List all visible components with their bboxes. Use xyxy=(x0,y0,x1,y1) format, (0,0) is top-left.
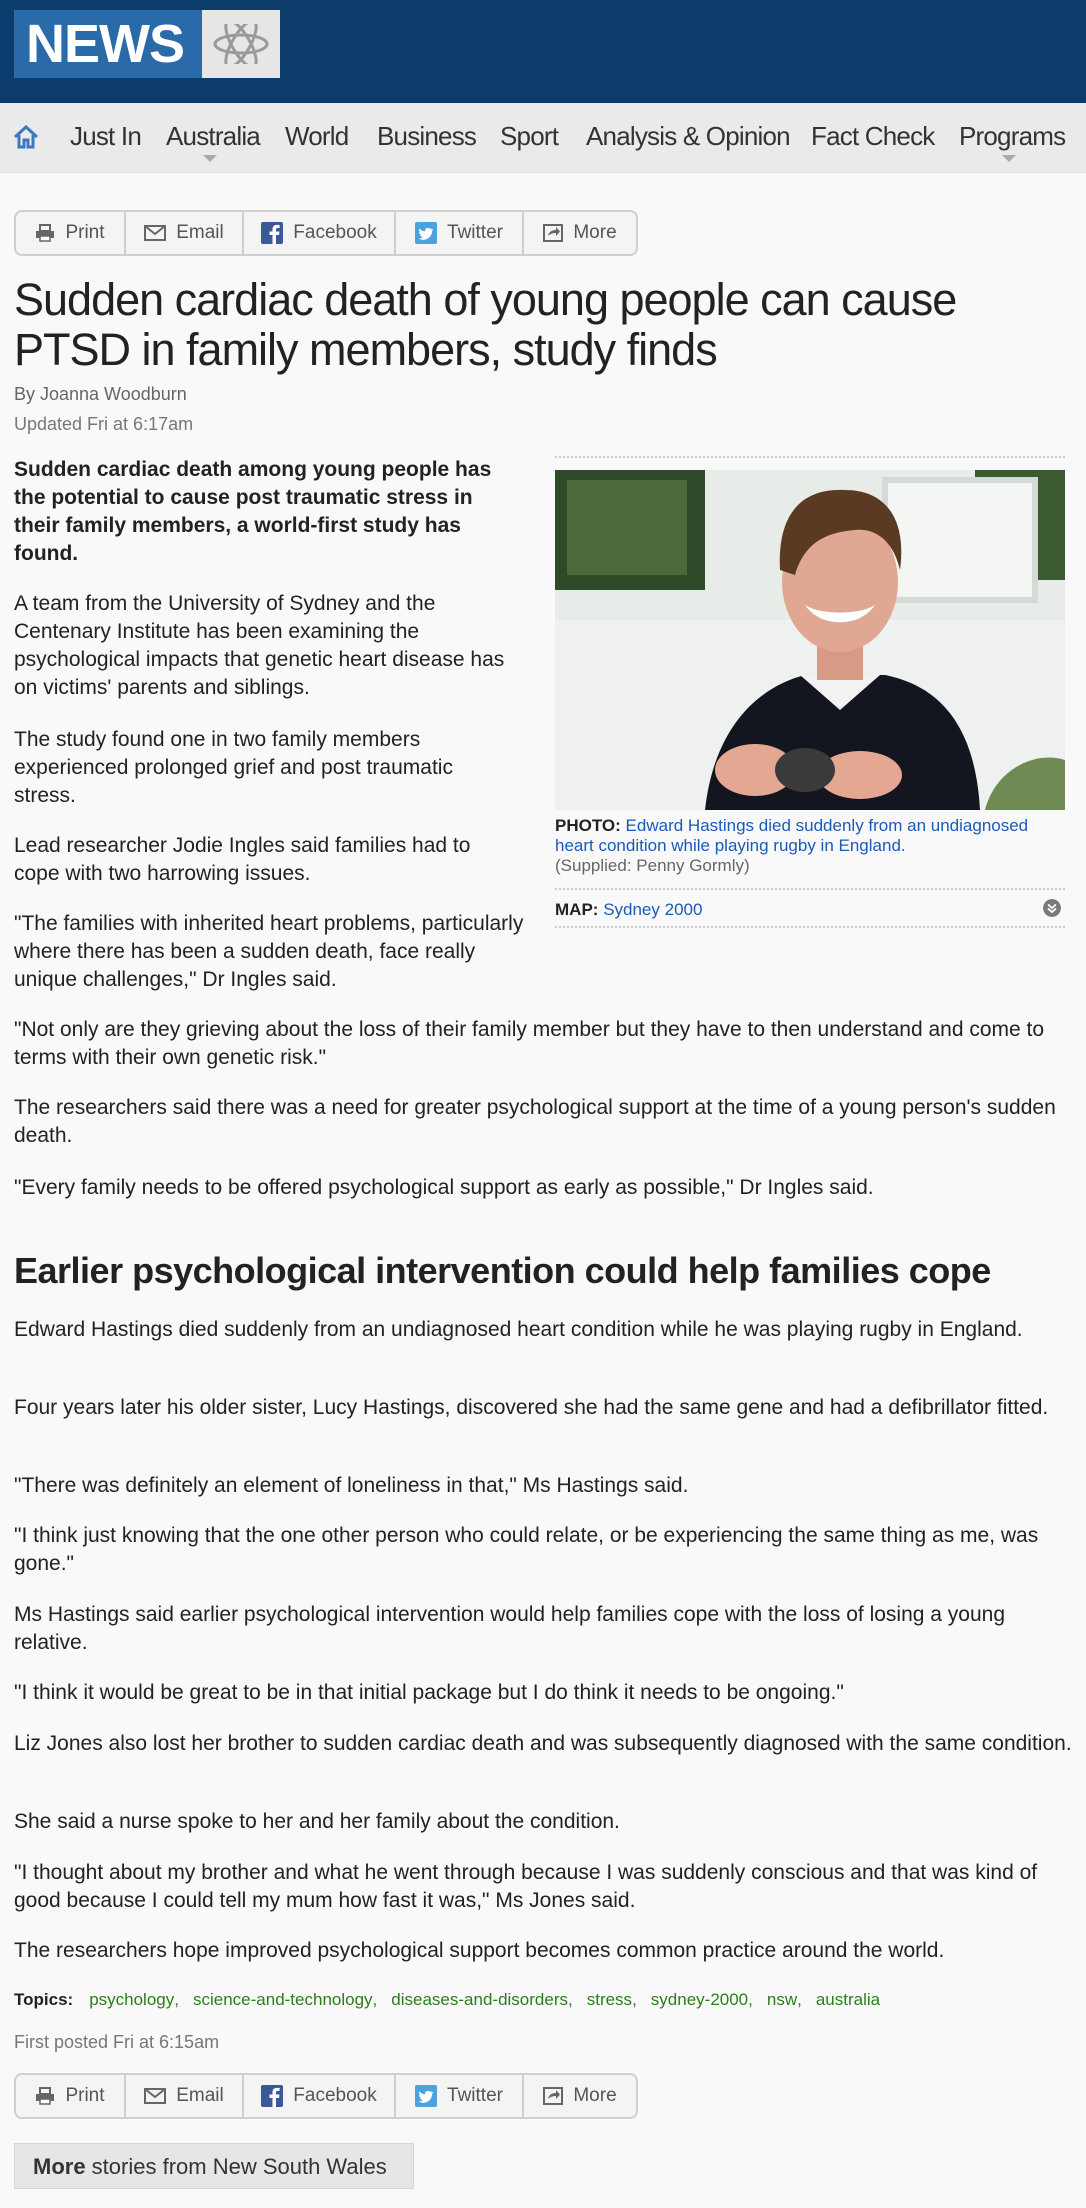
article-paragraph: Liz Jones also lost her brother to sudden cardiac death and was subsequently diagnosed with the same condition. xyxy=(14,1732,1072,1755)
print-icon xyxy=(35,2087,55,2105)
topics-list: Topics: psychology , science-and-technology , diseases-and-disorders , stress , sydney-2000 , nsw , australia xyxy=(14,1990,881,2009)
main-nav xyxy=(0,103,1086,173)
print-button[interactable] xyxy=(16,212,126,254)
article-quote: "Not only are they grieving about the loss of their family member but they have to then understand and come to terms with their own genetic risk." xyxy=(14,1018,1045,1069)
twitter-icon xyxy=(415,2085,437,2107)
article-paragraph: Lead researcher Jodie Ingles said families had to cope with two harrowing issues. xyxy=(14,834,471,885)
updated-timestamp: Updated Fri at 6:17am xyxy=(14,414,194,434)
photo-caption-link[interactable]: Edward Hastings died suddenly from an undiagnosed heart condition while playing rugby in England. xyxy=(555,816,1029,855)
article-quote: "I thought about my brother and what he went through because I was suddenly conscious and that was kind of good because I could tell my mum how fast it was," Ms Jones said. xyxy=(14,1861,1038,1912)
more-label: More xyxy=(573,2085,617,2106)
topics-label: Topics: xyxy=(14,1990,74,2009)
article-quote: "I think it would be great to be in that initial package but I do think it needs to be ongoing." xyxy=(14,1681,844,1704)
photo-caption xyxy=(555,816,1065,876)
article-quote: "There was definitely an element of loneliness in that," Ms Hastings said. xyxy=(14,1474,689,1497)
home-icon[interactable] xyxy=(12,123,40,151)
twitter-label: Twitter xyxy=(447,222,503,243)
topic-link[interactable]: science-and-technology xyxy=(192,1990,373,2009)
topic-link[interactable]: sydney-2000 xyxy=(650,1990,749,2009)
article-paragraph: The researchers hope improved psychological support becomes common practice around the world. xyxy=(14,1939,945,1962)
more-button[interactable] xyxy=(524,2075,636,2117)
map-label: MAP: xyxy=(555,900,599,919)
more-share-icon xyxy=(543,224,563,242)
topic-link[interactable]: australia xyxy=(815,1990,881,2009)
more-stories-button[interactable] xyxy=(14,2143,414,2189)
facebook-label: Facebook xyxy=(293,222,377,243)
more-stories-text: stories from New South Wales xyxy=(85,2154,387,2179)
facebook-button[interactable] xyxy=(244,2075,396,2117)
article-paragraph: The researchers said there was a need for greater psychological support at the time of a young person's sudden death. xyxy=(14,1096,1056,1147)
article-paragraph: She said a nurse spoke to her and her family about the condition. xyxy=(14,1810,620,1833)
share-bar-bottom xyxy=(14,2073,638,2119)
article-photo[interactable] xyxy=(555,470,1065,810)
print-icon xyxy=(35,224,55,242)
article-subheading: Earlier psychological intervention could help families cope xyxy=(14,1250,991,1291)
more-button[interactable] xyxy=(524,212,636,254)
map-row xyxy=(555,888,1065,928)
abc-news-logo[interactable] xyxy=(14,10,280,78)
nav-item-business[interactable]: Business xyxy=(377,121,477,151)
topic-link[interactable]: psychology xyxy=(89,1990,175,2009)
print-label: Print xyxy=(65,2085,105,2106)
photo-panel xyxy=(555,456,1065,919)
nav-item-australia[interactable]: Australia xyxy=(166,121,260,151)
twitter-label: Twitter xyxy=(447,2085,503,2106)
twitter-button[interactable] xyxy=(396,2075,524,2117)
article-lead: Sudden cardiac death among young people has the potential to cause post traumatic stress in their family members, a world-first study has found. xyxy=(14,458,492,565)
article-paragraph: Four years later his older sister, Lucy Hastings, discovered she had the same gene and had a defibrillator fitted. xyxy=(14,1396,1049,1419)
article-headline: Sudden cardiac death of young people can cause PTSD in family members, study finds xyxy=(14,274,957,375)
more-label: More xyxy=(573,222,617,243)
programs-dropdown-icon xyxy=(1002,155,1016,162)
article-paragraph: A team from the University of Sydney and the Centenary Institute has been examining the psychological impacts that genetic heart disease has on victims' parents and siblings. xyxy=(14,592,505,699)
australia-dropdown-icon xyxy=(203,155,217,162)
topic-link[interactable]: diseases-and-disorders xyxy=(391,1990,568,2009)
first-posted-timestamp: First posted Fri at 6:15am xyxy=(14,2032,220,2052)
nav-item-fact-check[interactable]: Fact Check xyxy=(811,121,935,151)
facebook-label: Facebook xyxy=(293,2085,377,2106)
chevron-down-icon[interactable] xyxy=(1043,899,1061,917)
photo-label: PHOTO: xyxy=(555,816,621,835)
email-button[interactable] xyxy=(126,212,244,254)
nav-item-world[interactable]: World xyxy=(285,121,349,151)
topic-link[interactable]: stress xyxy=(586,1990,633,2009)
twitter-icon xyxy=(415,222,437,244)
abc-logo-icon xyxy=(202,10,280,78)
article-paragraph: Edward Hastings died suddenly from an undiagnosed heart condition while he was playing rugby in England. xyxy=(14,1318,1023,1341)
photo-credit: (Supplied: Penny Gormly) xyxy=(555,856,750,875)
nav-item-programs[interactable]: Programs xyxy=(959,121,1066,151)
logo-text: NEWS xyxy=(14,10,202,78)
email-icon xyxy=(144,2088,166,2104)
email-label: Email xyxy=(176,222,224,243)
email-label: Email xyxy=(176,2085,224,2106)
facebook-icon xyxy=(261,2085,283,2107)
article-quote: "Every family needs to be offered psychological support as early as possible," Dr Ingles said. xyxy=(14,1176,874,1199)
more-share-icon xyxy=(543,2087,563,2105)
byline: By Joanna Woodburn xyxy=(14,384,187,404)
nav-item-just-in[interactable]: Just In xyxy=(70,121,141,151)
topic-link[interactable]: nsw xyxy=(766,1990,798,2009)
more-stories-bold: More xyxy=(33,2154,86,2179)
facebook-button[interactable] xyxy=(244,212,396,254)
email-icon xyxy=(144,225,166,241)
nav-item-analysis-opinion[interactable]: Analysis & Opinion xyxy=(586,121,790,151)
article-quote: "The families with inherited heart problems, particularly where there has been a sudden death, face really unique challenges," Dr Ingles said. xyxy=(14,912,524,991)
print-button[interactable] xyxy=(16,2075,126,2117)
print-label: Print xyxy=(65,222,105,243)
facebook-icon xyxy=(261,222,283,244)
article-paragraph: Ms Hastings said earlier psychological intervention would help families cope with the loss of losing a young relative. xyxy=(14,1603,1006,1654)
map-link[interactable]: Sydney 2000 xyxy=(603,900,703,919)
masthead xyxy=(0,0,1086,103)
article-quote: "I think just knowing that the one other person who could relate, or be experiencing the same thing as me, was gone." xyxy=(14,1524,1039,1575)
email-button[interactable] xyxy=(126,2075,244,2117)
nav-item-sport[interactable]: Sport xyxy=(500,121,559,151)
share-bar-top xyxy=(14,210,638,256)
twitter-button[interactable] xyxy=(396,212,524,254)
article-paragraph: The study found one in two family members experienced prolonged grief and post traumatic stress. xyxy=(14,728,453,807)
